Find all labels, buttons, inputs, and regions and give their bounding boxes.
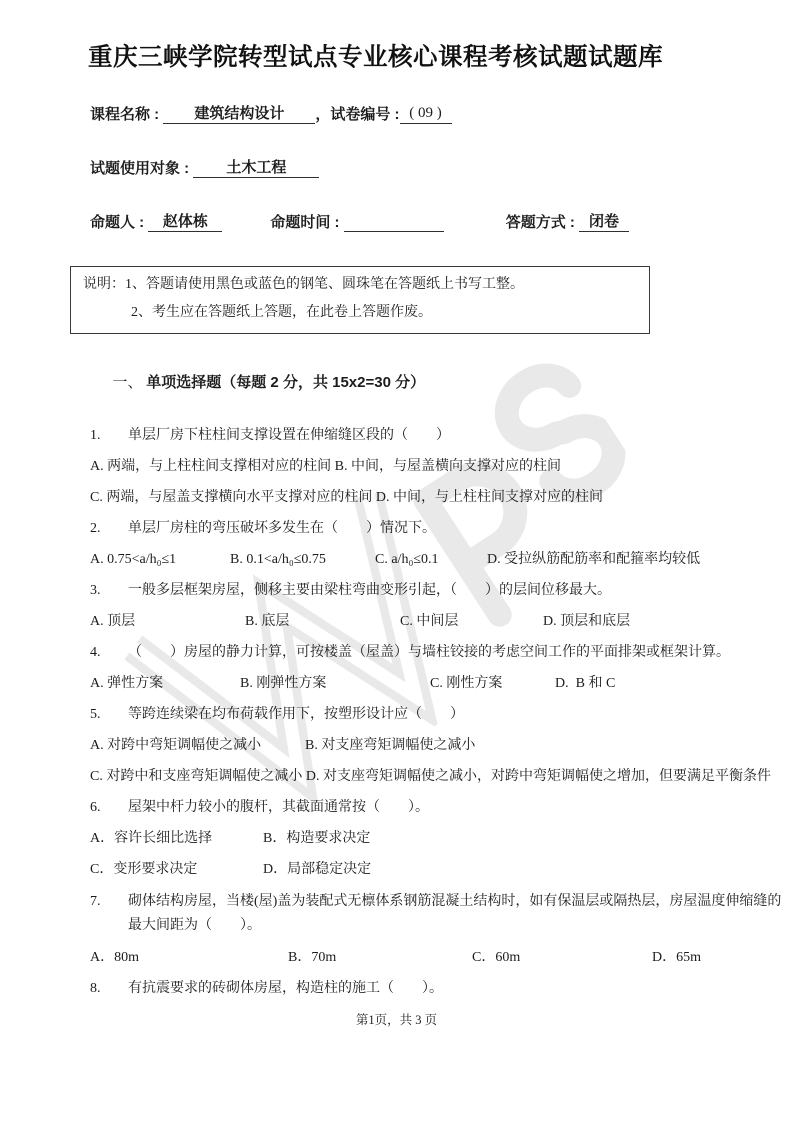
option: A. 对跨中弯矩调幅使之减小 <box>90 738 262 753</box>
notice-line-1: 说明：1、答题请使用黑色或蓝色的钢笔、圆珠笔在答题纸上书写工整。 <box>83 277 524 292</box>
question-number: 7. <box>90 894 101 909</box>
option: D. 受拉纵筋配筋率和配箍率均较低 <box>487 552 701 567</box>
option: C．60m <box>472 950 521 965</box>
question-text: 一般多层框架房屋，侧移主要由梁柱弯曲变形引起，（ ）的层间位移最大。 <box>128 583 611 598</box>
option: D．局部稳定决定 <box>263 862 372 877</box>
option: A．容许长细比选择 <box>90 831 213 846</box>
question-number: 6. <box>90 800 101 815</box>
question-2 <box>90 518 790 571</box>
course-row <box>90 104 793 124</box>
course-label: 课程名称 : <box>90 106 164 123</box>
option: C. 对跨中和支座弯矩调幅使之减小 <box>90 769 303 784</box>
date-value <box>344 212 444 232</box>
document-content <box>0 40 793 1031</box>
question-stem <box>90 518 790 540</box>
question-stem <box>90 704 790 726</box>
author-row <box>90 212 793 232</box>
question-stem <box>90 978 790 1000</box>
page-title: 重庆三峡学院转型试点专业核心课程考核试题试题库 <box>88 44 663 71</box>
question-5 <box>90 704 790 788</box>
audience-label: 试题使用对象 : <box>90 160 194 177</box>
question-3 <box>90 580 790 633</box>
options-row <box>90 611 790 633</box>
question-1 <box>90 425 790 509</box>
option: C. 刚性方案 <box>430 676 503 691</box>
question-text: 等跨连续梁在均布荷载作用下，按塑形设计应（ ） <box>128 707 464 722</box>
question-text: 单层厂房下柱柱间支撑设置在伸缩缝区段的（ ） <box>128 428 450 443</box>
option: D. 顶层和底层 <box>543 614 631 629</box>
option: B．70m <box>288 950 337 965</box>
section-title: 单项选择题（每题 2 分，共 15x2=30 分） <box>146 374 426 391</box>
question-7 <box>90 890 790 969</box>
options-row <box>90 859 790 881</box>
question-number: 4. <box>90 645 101 660</box>
option: B. 中间，与屋盖横向支撑对应的柱间 <box>334 459 561 474</box>
option: C. 中间层 <box>400 614 459 629</box>
question-number: 3. <box>90 583 101 598</box>
question-stem <box>90 642 790 664</box>
option: B. 0.1<a/h₀≤0.75 <box>230 552 326 567</box>
question-number: 2. <box>90 521 101 536</box>
question-stem <box>90 797 790 819</box>
notice-box <box>70 266 650 334</box>
option: D．65m <box>652 950 701 965</box>
option: C．变形要求决定 <box>90 862 198 877</box>
course-value: 建筑结构设计 <box>163 104 315 124</box>
question-stem <box>90 580 790 602</box>
answer-mode-label: 答题方式 : <box>505 214 580 231</box>
options-row <box>90 828 790 850</box>
paper-no-label: ，试卷编号 : <box>315 106 400 123</box>
options-row <box>90 735 790 757</box>
section-number: 一、 <box>112 375 147 391</box>
author-value: 赵体栋 <box>148 212 222 232</box>
question-number: 1. <box>90 428 101 443</box>
options-row <box>90 673 790 695</box>
option: B. 刚弹性方案 <box>240 676 327 691</box>
question-text: （ ）房屋的静力计算，可按楼盖（屋盖）与墙柱铰接的考虑空间工作的平面排架或框架计算。 <box>128 645 730 660</box>
audience-row <box>90 158 793 178</box>
options-row <box>90 947 790 969</box>
option: A. 0.75<a/h₀≤1 <box>90 552 177 567</box>
option: A．80m <box>90 950 139 965</box>
question-list <box>90 425 790 1000</box>
question-text: 有抗震要求的砖砌体房屋，构造柱的施工（ ）。 <box>128 981 443 996</box>
author-label: 命题人 : <box>90 214 149 231</box>
question-number: 8. <box>90 981 101 996</box>
question-text: 单层厂房柱的弯压破坏多发生在（ ）情况下。 <box>128 521 436 536</box>
option: D. B 和 C <box>555 676 616 691</box>
option: D. 对支座弯矩调幅使之减小，对跨中弯矩调幅使之增加，但要满足平衡条件 <box>305 769 771 784</box>
question-text: 屋架中杆力较小的腹杆，其截面通常按（ ）。 <box>128 800 429 815</box>
audience-value: 土木工程 <box>193 158 319 178</box>
question-number: 5. <box>90 707 101 722</box>
option: C. a/h₀≤0.1 <box>375 552 439 567</box>
question-stem <box>90 890 790 938</box>
options-row <box>90 549 790 571</box>
question-8 <box>90 978 790 1000</box>
option: A. 顶层 <box>90 614 136 629</box>
option: B. 底层 <box>245 614 290 629</box>
notice-line-2: 2、考生应在答题纸上答题，在此卷上答题作废。 <box>131 305 432 320</box>
date-label: 命题时间 : <box>270 214 344 231</box>
option: B. 对支座弯矩调幅使之减小 <box>305 738 476 753</box>
paper-no-value: ( 09 ) <box>400 104 452 124</box>
section-heading <box>90 350 793 416</box>
question-stem <box>90 425 790 447</box>
option: A. 两端，与上柱柱间支撑相对应的柱间 <box>90 459 332 474</box>
option: D. 中间，与上柱柱间支撑对应的柱间 <box>375 490 603 505</box>
option: C. 两端，与屋盖支撑横向水平支撑对应的柱间 <box>90 490 373 505</box>
question-6 <box>90 797 790 881</box>
question-4 <box>90 642 790 695</box>
page-footer: 第1页，共 3 页 <box>355 1013 438 1027</box>
answer-mode-value: 闭卷 <box>579 212 629 232</box>
option: A. 弹性方案 <box>90 676 164 691</box>
option: B．构造要求决定 <box>263 831 371 846</box>
question-text: 砌体结构房屋，当楼(屋)盖为装配式无檩体系钢筋混凝土结构时，如有保温层或隔热层，房屋温度伸缩缝的最大间距为（ ）。 <box>128 894 782 933</box>
